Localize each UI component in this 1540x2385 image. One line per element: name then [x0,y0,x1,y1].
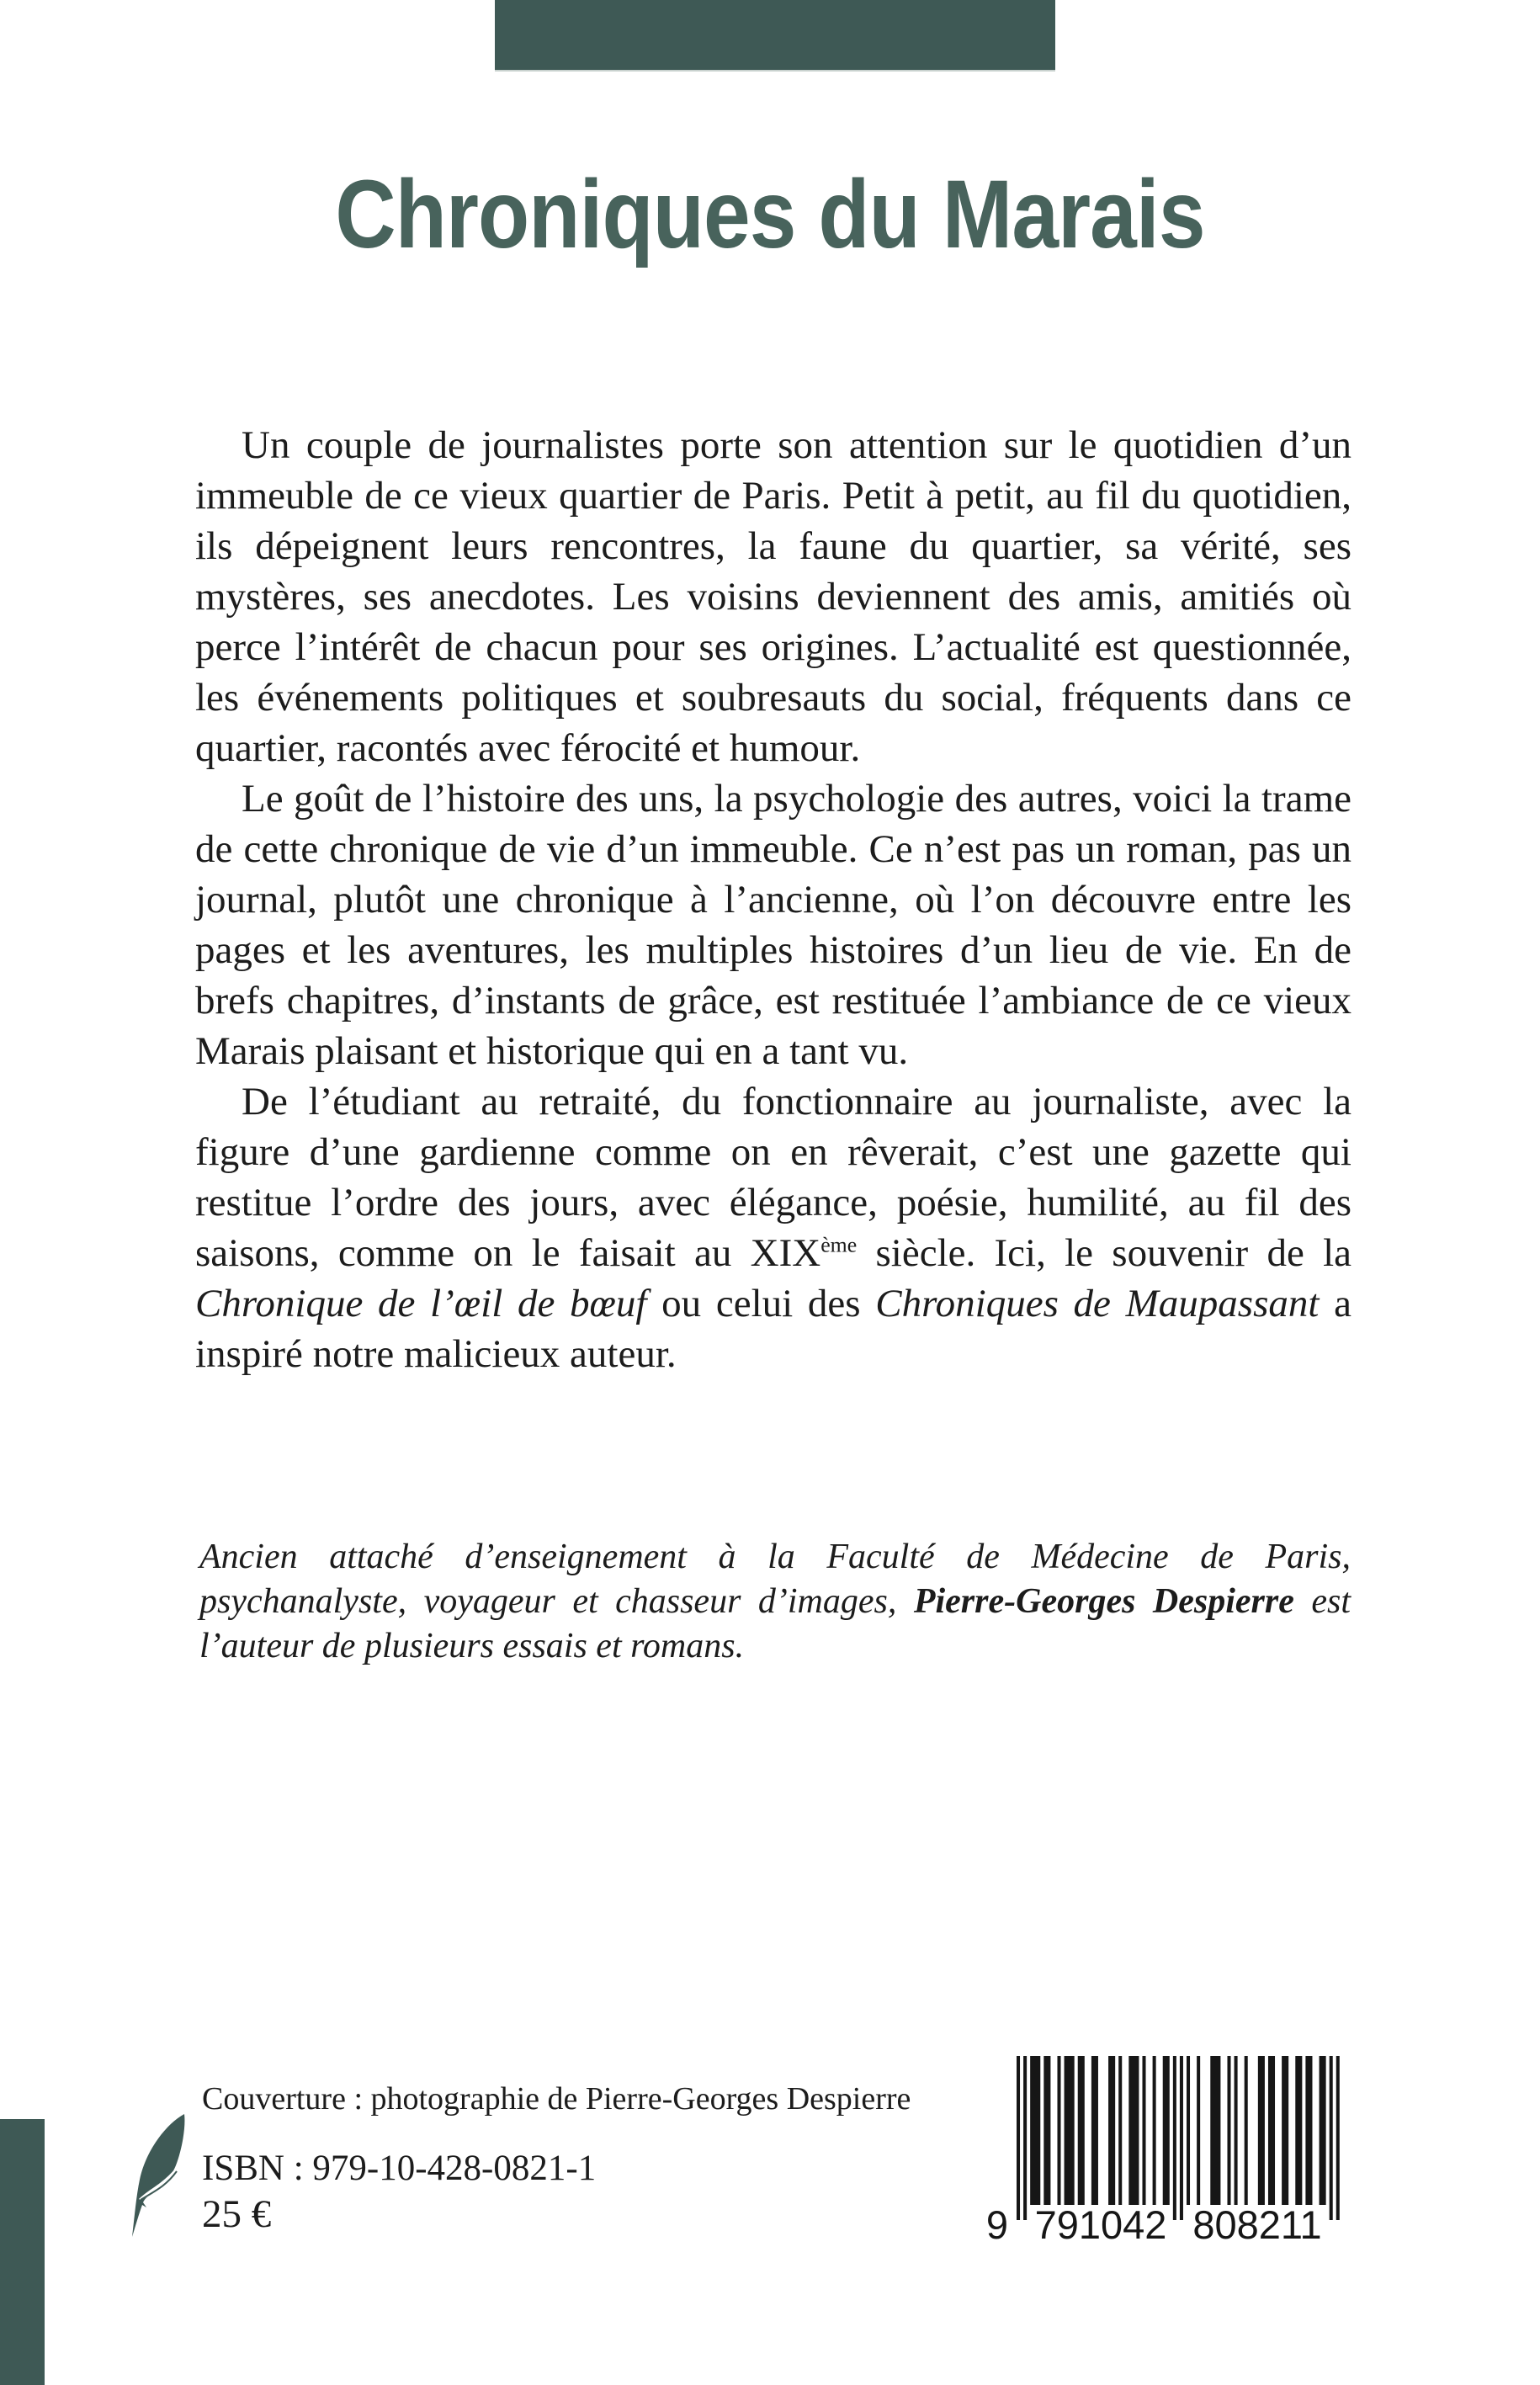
cited-work-title: Chroniques de Maupassant [875,1282,1320,1325]
spine-color-bar [0,2119,45,2385]
synopsis-paragraph-2: Le goût de l’histoire des uns, la psychologie des autres, voici la trame de cette chronique de vie d’un immeuble. Ce n’est pas un roman, pas un journal, plutôt une chronique à l’ancienne, où l’on découvre entre les pages et les aventures, les multiples histoires d’un lieu de vie. En de brefs chapitres, d’instants de grâce, est restituée l’ambiance de ce vieux Marais plaisant et historique qui en a tant vu. [195,777,1351,1073]
synopsis-p3-text: De l’étudiant au retraité, du fonctionnaire au journaliste, avec la figure d’une gardienne comme on en rêverait, c’est une gazette qui restitue l’ordre des jours, avec élégance, poésie, humilité, au fil des saisons, comme on le faisait au XIX [195,1080,1351,1275]
synopsis-p3-text: siècle. Ici, le souvenir de la [857,1231,1352,1275]
isbn-number: ISBN : 979-10-428-0821-1 [202,2149,597,2188]
synopsis-paragraph-3 [195,1076,1351,1379]
cited-work-title: Chronique de l’œil de bœuf [195,1282,647,1325]
author-bio [199,1535,1351,1669]
price: 25 € [202,2192,272,2236]
barcode-digits-right: 808211 [1192,2202,1322,2245]
barcode-bars [1017,2056,1340,2220]
quill-feather-icon [129,2112,194,2239]
cover-photo-credit: Couverture : photographie de Pierre-Georges Despierre [202,2081,911,2117]
synopsis-paragraph-1: Un couple de journalistes porte son attention sur le quotidien d’un immeuble de ce vieux quartier de Paris. Petit à petit, au fil du quotidien, ils dépeignent leurs rencontres, la faune du quartier, sa vérité, ses mystères, ses anecdotes. Les voisins deviennent des amis, amitiés où perce l’intérêt de chacun pour ses origines. L’actualité est questionnée, les événements politiques et soubresauts du social, fréquents dans ce quartier, racontés avec férocité et humour. [195,423,1351,770]
author-name: Pierre-Georges Despierre [913,1582,1294,1621]
synopsis [195,420,1351,1379]
bio-text: Ancien attaché d’enseignement à la Faculté de Médecine de Paris, psychanalyste, voyageur et chasseur d’images, [199,1538,1351,1621]
barcode-digit-first: 9 [985,2202,1008,2245]
barcode-digits-left: 791042 [1034,2202,1167,2245]
bio-text: est l’auteur de plusieurs essais et romans. [199,1582,1351,1665]
publisher-color-block [495,0,1055,72]
synopsis-p3-text: ou celui des [646,1282,876,1325]
synopsis-p3-text: a inspiré notre malicieux auteur. [195,1282,1351,1376]
book-title: Chroniques du Marais [335,161,1205,268]
ean13-barcode [964,2056,1351,2245]
ordinal-superscript: ème [820,1232,858,1257]
